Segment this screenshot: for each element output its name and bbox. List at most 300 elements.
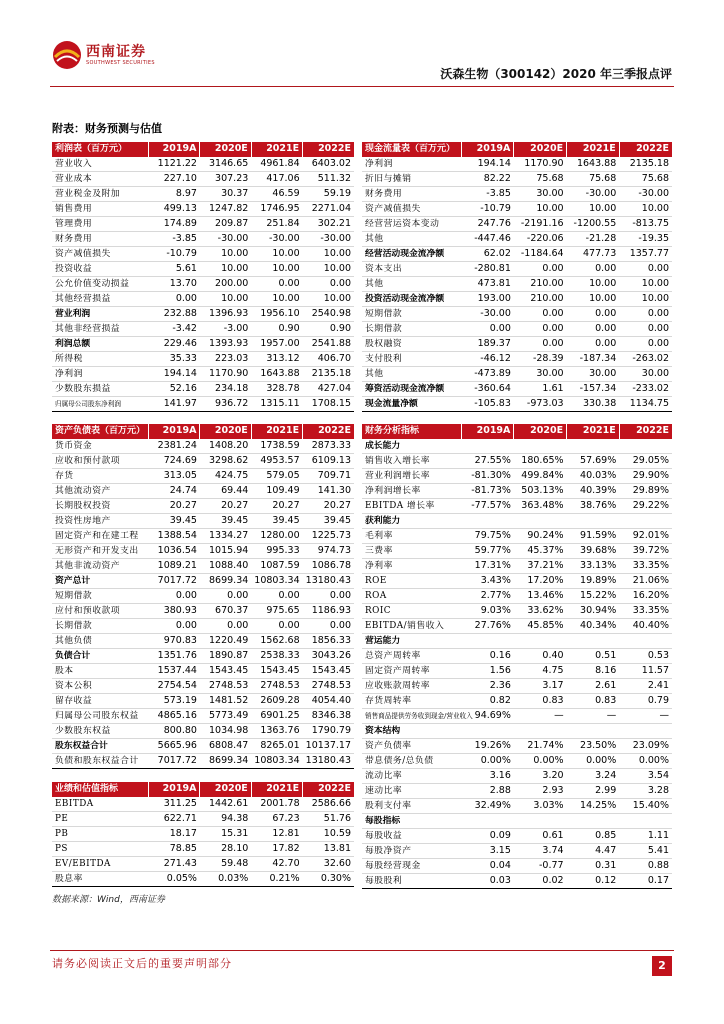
row-label: 支付股利	[362, 351, 461, 366]
value-cell: -30.00	[567, 186, 620, 201]
value-cell: -813.75	[619, 216, 672, 231]
value-cell: 10.00	[303, 291, 354, 306]
value-cell: 1562.68	[251, 633, 302, 648]
value-cell: 10.00	[567, 201, 620, 216]
row-label: 其他非流动资产	[52, 558, 149, 573]
value-cell: 936.72	[200, 396, 251, 411]
table-row	[52, 453, 354, 468]
table-row	[52, 246, 354, 261]
table-row	[52, 366, 354, 381]
table-row	[362, 366, 672, 381]
table-row	[362, 468, 672, 483]
table-row	[52, 678, 354, 693]
row-label: 销售收入增长率	[362, 453, 461, 468]
value-cell: 380.93	[149, 603, 200, 618]
value-cell: 8.97	[149, 186, 200, 201]
value-cell: 0.00	[149, 291, 200, 306]
disclaimer-text: 请务必阅读正文后的重要声明部分	[52, 957, 232, 970]
table-header-row	[52, 424, 354, 439]
value-cell: -3.85	[461, 186, 514, 201]
value-cell: 427.04	[303, 381, 354, 396]
row-label: EBITDA	[52, 797, 149, 812]
value-cell: 2.41	[619, 678, 672, 693]
value-cell: 1543.45	[251, 663, 302, 678]
row-label: 短期借款	[52, 588, 149, 603]
table-row	[362, 873, 672, 888]
value-cell: 0.61	[514, 828, 567, 843]
value-cell: 14.25%	[567, 798, 620, 813]
value-cell: -360.64	[461, 381, 514, 396]
value-cell: 28.10	[200, 841, 251, 856]
table-row	[362, 588, 672, 603]
table-row	[52, 841, 354, 856]
value-cell	[514, 439, 567, 454]
value-cell: 0.00	[251, 276, 302, 291]
value-cell: 1481.52	[200, 693, 251, 708]
value-cell: 18.17	[149, 826, 200, 841]
table-row	[52, 738, 354, 753]
value-cell: 1957.00	[251, 336, 302, 351]
row-label: 其他流动资产	[52, 483, 149, 498]
balance-sheet-table	[52, 424, 354, 769]
table-row	[52, 186, 354, 201]
table-title: 财务分析指标	[362, 424, 461, 439]
value-cell: 92.01%	[619, 528, 672, 543]
value-cell: 0.83	[567, 693, 620, 708]
value-cell: 0.00%	[619, 753, 672, 768]
value-cell: 6808.47	[200, 738, 251, 753]
value-cell: 29.05%	[619, 453, 672, 468]
table-row	[362, 813, 672, 828]
table-row	[362, 558, 672, 573]
value-cell: 40.40%	[619, 618, 672, 633]
value-cell: 3.24	[567, 768, 620, 783]
value-cell: 1225.73	[303, 528, 354, 543]
value-cell: 800.80	[149, 723, 200, 738]
year-header: 2021E	[251, 782, 302, 797]
year-header: 2019A	[149, 424, 200, 439]
row-label: 折旧与摊销	[362, 171, 461, 186]
value-cell: 1280.00	[251, 528, 302, 543]
row-label: ROIC	[362, 603, 461, 618]
table-row	[52, 261, 354, 276]
value-cell: 30.00	[514, 366, 567, 381]
value-cell: 30.94%	[567, 603, 620, 618]
value-cell: 12.81	[251, 826, 302, 841]
value-cell: -280.81	[461, 261, 514, 276]
value-cell: 3298.62	[200, 453, 251, 468]
row-label: 投资性房地产	[52, 513, 149, 528]
value-cell: 995.33	[251, 543, 302, 558]
year-header: 2020E	[200, 142, 251, 157]
value-cell: 2609.28	[251, 693, 302, 708]
value-cell: 4953.57	[251, 453, 302, 468]
row-label: 其他	[362, 366, 461, 381]
row-label: PS	[52, 841, 149, 856]
value-cell: 1170.90	[200, 366, 251, 381]
value-cell: 39.45	[200, 513, 251, 528]
row-label: 管理费用	[52, 216, 149, 231]
value-cell: -10.79	[149, 246, 200, 261]
row-label: 短期借款	[362, 306, 461, 321]
value-cell: 210.00	[514, 276, 567, 291]
row-label: 货币资金	[52, 439, 149, 454]
year-header: 2022E	[303, 142, 354, 157]
row-label: 存货	[52, 468, 149, 483]
value-cell: 39.45	[303, 513, 354, 528]
value-cell: -81.30%	[461, 468, 514, 483]
value-cell: 2001.78	[251, 797, 302, 812]
value-cell: 10.00	[200, 261, 251, 276]
value-cell	[619, 439, 672, 454]
table-header-row	[52, 142, 354, 157]
value-cell: 579.05	[251, 468, 302, 483]
row-label: 每股净资产	[362, 843, 461, 858]
row-label: 毛利率	[362, 528, 461, 543]
value-cell: 974.73	[303, 543, 354, 558]
value-cell: 0.00%	[461, 753, 514, 768]
value-cell: 5.61	[149, 261, 200, 276]
value-cell: 10.00	[303, 261, 354, 276]
year-header: 2020E	[200, 424, 251, 439]
value-cell: 511.32	[303, 171, 354, 186]
value-cell: 0.90	[251, 321, 302, 336]
page-number: 2	[652, 956, 672, 976]
value-cell: 0.02	[514, 873, 567, 888]
table-row	[362, 858, 672, 873]
value-cell: 33.62%	[514, 603, 567, 618]
value-cell: 1643.88	[251, 366, 302, 381]
table-row	[52, 633, 354, 648]
value-cell: 1.61	[514, 381, 567, 396]
table-row	[362, 753, 672, 768]
value-cell: 46.59	[251, 186, 302, 201]
value-cell: 13180.43	[303, 753, 354, 768]
value-cell: 0.00	[251, 588, 302, 603]
value-cell: 193.00	[461, 291, 514, 306]
value-cell: 39.45	[251, 513, 302, 528]
header-divider	[50, 86, 674, 87]
logo-emblem-icon	[52, 40, 82, 70]
value-cell: 3.17	[514, 678, 567, 693]
year-header: 2019A	[149, 782, 200, 797]
value-cell: 8.16	[567, 663, 620, 678]
value-cell: 67.23	[251, 811, 302, 826]
value-cell: -263.02	[619, 351, 672, 366]
value-cell: 406.70	[303, 351, 354, 366]
table-row	[52, 826, 354, 841]
value-cell: 10.00	[619, 201, 672, 216]
value-cell: 10.00	[514, 201, 567, 216]
year-header: 2021E	[567, 142, 620, 157]
value-cell: 499.13	[149, 201, 200, 216]
value-cell: 37.21%	[514, 558, 567, 573]
row-label: 财务费用	[362, 186, 461, 201]
row-label: 资产负债率	[362, 738, 461, 753]
value-cell: 4961.84	[251, 157, 302, 172]
row-label: 三费率	[362, 543, 461, 558]
row-label: EBITDA/销售收入	[362, 618, 461, 633]
table-row	[52, 708, 354, 723]
table-row	[362, 528, 672, 543]
year-header: 2019A	[149, 142, 200, 157]
table-row	[362, 216, 672, 231]
value-cell: 57.69%	[567, 453, 620, 468]
value-cell: 33.35%	[619, 603, 672, 618]
value-cell: 10.00	[567, 291, 620, 306]
row-label: 资产减值损失	[52, 246, 149, 261]
row-label: 净利率	[362, 558, 461, 573]
row-label: 每股股利	[362, 873, 461, 888]
value-cell: 33.35%	[619, 558, 672, 573]
value-cell: 330.38	[567, 396, 620, 411]
value-cell: 1170.90	[514, 157, 567, 172]
value-cell: 0.04	[461, 858, 514, 873]
row-label: 流动比率	[362, 768, 461, 783]
value-cell: 0.00	[514, 261, 567, 276]
table-row	[52, 439, 354, 454]
value-cell: 1121.22	[149, 157, 200, 172]
value-cell: 59.19	[303, 186, 354, 201]
report-title: 沃森生物（300142）2020 年三季报点评	[440, 67, 672, 81]
row-label: 存货周转率	[362, 693, 461, 708]
value-cell: 10803.34	[251, 573, 302, 588]
value-cell: 2.99	[567, 783, 620, 798]
value-cell: -233.02	[619, 381, 672, 396]
footer-divider	[50, 950, 674, 951]
value-cell: 3.28	[619, 783, 672, 798]
value-cell: 2271.04	[303, 201, 354, 216]
year-header: 2019A	[461, 424, 514, 439]
value-cell: 970.83	[149, 633, 200, 648]
value-cell: 227.10	[149, 171, 200, 186]
value-cell: 4865.16	[149, 708, 200, 723]
year-header: 2022E	[619, 424, 672, 439]
value-cell: 0.00	[200, 618, 251, 633]
table-row	[362, 261, 672, 276]
value-cell	[461, 439, 514, 454]
value-cell: 141.97	[149, 396, 200, 411]
table-row	[52, 618, 354, 633]
value-cell: 94.38	[200, 811, 251, 826]
value-cell: 1890.87	[200, 648, 251, 663]
value-cell: 1856.33	[303, 633, 354, 648]
value-cell: 52.16	[149, 381, 200, 396]
value-cell: 35.33	[149, 351, 200, 366]
value-cell: 0.00	[514, 336, 567, 351]
value-cell: 141.30	[303, 483, 354, 498]
value-cell: 20.27	[251, 498, 302, 513]
value-cell: 23.50%	[567, 738, 620, 753]
value-cell: 1186.93	[303, 603, 354, 618]
value-cell: -21.28	[567, 231, 620, 246]
value-cell: 2748.53	[303, 678, 354, 693]
value-cell: 40.39%	[567, 483, 620, 498]
value-cell: 0.00	[619, 306, 672, 321]
value-cell: 20.27	[149, 498, 200, 513]
table-row	[52, 528, 354, 543]
value-cell: 78.85	[149, 841, 200, 856]
row-label: EBITDA 增长率	[362, 498, 461, 513]
value-cell	[514, 633, 567, 648]
table-row	[362, 573, 672, 588]
row-label: 每股收益	[362, 828, 461, 843]
value-cell: -30.00	[251, 231, 302, 246]
table-row	[362, 843, 672, 858]
value-cell: 232.88	[149, 306, 200, 321]
cashflow-table	[362, 142, 672, 412]
value-cell: 0.88	[619, 858, 672, 873]
table-row	[52, 498, 354, 513]
value-cell: 7017.72	[149, 573, 200, 588]
value-cell: 9.03%	[461, 603, 514, 618]
table-row	[52, 648, 354, 663]
appendix-title: 附表：财务预测与估值	[52, 122, 162, 135]
row-label: 营业成本	[52, 171, 149, 186]
value-cell: 30.00	[514, 186, 567, 201]
value-cell: -220.06	[514, 231, 567, 246]
table-title: 业绩和估值指标	[52, 782, 149, 797]
value-cell: 16.20%	[619, 588, 672, 603]
table-row	[52, 231, 354, 246]
value-cell: 0.53	[619, 648, 672, 663]
logo-chinese-name: 西南证券	[86, 43, 146, 60]
value-cell: 328.78	[251, 381, 302, 396]
value-cell	[619, 633, 672, 648]
row-label: 其他	[362, 231, 461, 246]
value-cell: 38.76%	[567, 498, 620, 513]
value-cell: 11.57	[619, 663, 672, 678]
value-cell: -30.00	[200, 231, 251, 246]
value-cell: 1357.77	[619, 246, 672, 261]
row-label: 每股指标	[362, 813, 461, 828]
row-label: 筹资活动现金流净额	[362, 381, 461, 396]
row-label: 留存收益	[52, 693, 149, 708]
value-cell: 1956.10	[251, 306, 302, 321]
balance-sheet-table-wrap	[52, 424, 354, 769]
value-cell: 0.17	[619, 873, 672, 888]
year-header: 2020E	[200, 782, 251, 797]
value-cell: 1708.15	[303, 396, 354, 411]
table-row	[52, 468, 354, 483]
value-cell: 1543.45	[303, 663, 354, 678]
year-header: 2020E	[514, 424, 567, 439]
value-cell	[567, 633, 620, 648]
value-cell: 1643.88	[567, 157, 620, 172]
value-cell: 3.74	[514, 843, 567, 858]
value-cell: 424.75	[200, 468, 251, 483]
table-row	[362, 543, 672, 558]
table-row	[362, 231, 672, 246]
value-cell: 0.09	[461, 828, 514, 843]
table-row	[52, 573, 354, 588]
table-row	[52, 216, 354, 231]
value-cell: 1351.76	[149, 648, 200, 663]
row-label: 投资收益	[52, 261, 149, 276]
table-row	[362, 768, 672, 783]
value-cell: -3.42	[149, 321, 200, 336]
value-cell: 39.45	[149, 513, 200, 528]
value-cell: 0.21%	[251, 871, 302, 886]
value-cell: 29.22%	[619, 498, 672, 513]
year-header: 2021E	[567, 424, 620, 439]
value-cell: 0.83	[514, 693, 567, 708]
value-cell: 2754.54	[149, 678, 200, 693]
value-cell: 1393.93	[200, 336, 251, 351]
value-cell: 5773.49	[200, 708, 251, 723]
cashflow-table-wrap	[362, 142, 672, 412]
value-cell	[461, 813, 514, 828]
table-row	[52, 351, 354, 366]
value-cell: 1.11	[619, 828, 672, 843]
value-cell: 0.00	[567, 261, 620, 276]
row-label: 销售费用	[52, 201, 149, 216]
value-cell: 313.05	[149, 468, 200, 483]
income-statement-table	[52, 142, 354, 412]
value-cell: 109.49	[251, 483, 302, 498]
value-cell: 10.00	[200, 246, 251, 261]
value-cell: 1036.54	[149, 543, 200, 558]
table-row	[52, 276, 354, 291]
value-cell: 975.65	[251, 603, 302, 618]
value-cell: 724.69	[149, 453, 200, 468]
value-cell: 0.82	[461, 693, 514, 708]
row-label: 股本	[52, 663, 149, 678]
value-cell: 59.77%	[461, 543, 514, 558]
year-header: 2020E	[514, 142, 567, 157]
value-cell: 3.16	[461, 768, 514, 783]
value-cell: 1134.75	[619, 396, 672, 411]
value-cell: 1087.59	[251, 558, 302, 573]
value-cell: 1089.21	[149, 558, 200, 573]
value-cell: 4.47	[567, 843, 620, 858]
table-row	[362, 513, 672, 528]
value-cell: 5665.96	[149, 738, 200, 753]
value-cell: 1315.11	[251, 396, 302, 411]
table-row	[362, 171, 672, 186]
value-cell: 2381.24	[149, 439, 200, 454]
table-row	[52, 543, 354, 558]
row-label: EV/EBITDA	[52, 856, 149, 871]
row-label: 股东权益合计	[52, 738, 149, 753]
value-cell: -3.85	[149, 231, 200, 246]
row-label: 营业利润	[52, 306, 149, 321]
table-row	[52, 201, 354, 216]
value-cell: 19.26%	[461, 738, 514, 753]
value-cell: -0.77	[514, 858, 567, 873]
value-cell: 0.00	[619, 336, 672, 351]
value-cell: 3146.65	[200, 157, 251, 172]
value-cell: 3.15	[461, 843, 514, 858]
value-cell: 29.90%	[619, 468, 672, 483]
value-cell: 0.00	[567, 336, 620, 351]
value-cell: 363.48%	[514, 498, 567, 513]
ratios-table-wrap	[362, 424, 672, 889]
value-cell: —	[514, 708, 567, 723]
value-cell: 2748.53	[251, 678, 302, 693]
table-row	[362, 336, 672, 351]
value-cell: 2748.53	[200, 678, 251, 693]
table-row	[52, 483, 354, 498]
value-cell: -46.12	[461, 351, 514, 366]
value-cell: -30.00	[461, 306, 514, 321]
value-cell: 40.34%	[567, 618, 620, 633]
value-cell: 10137.17	[303, 738, 354, 753]
value-cell: 1334.27	[200, 528, 251, 543]
value-cell: 0.12	[567, 873, 620, 888]
value-cell: 1220.49	[200, 633, 251, 648]
value-cell: 6901.25	[251, 708, 302, 723]
